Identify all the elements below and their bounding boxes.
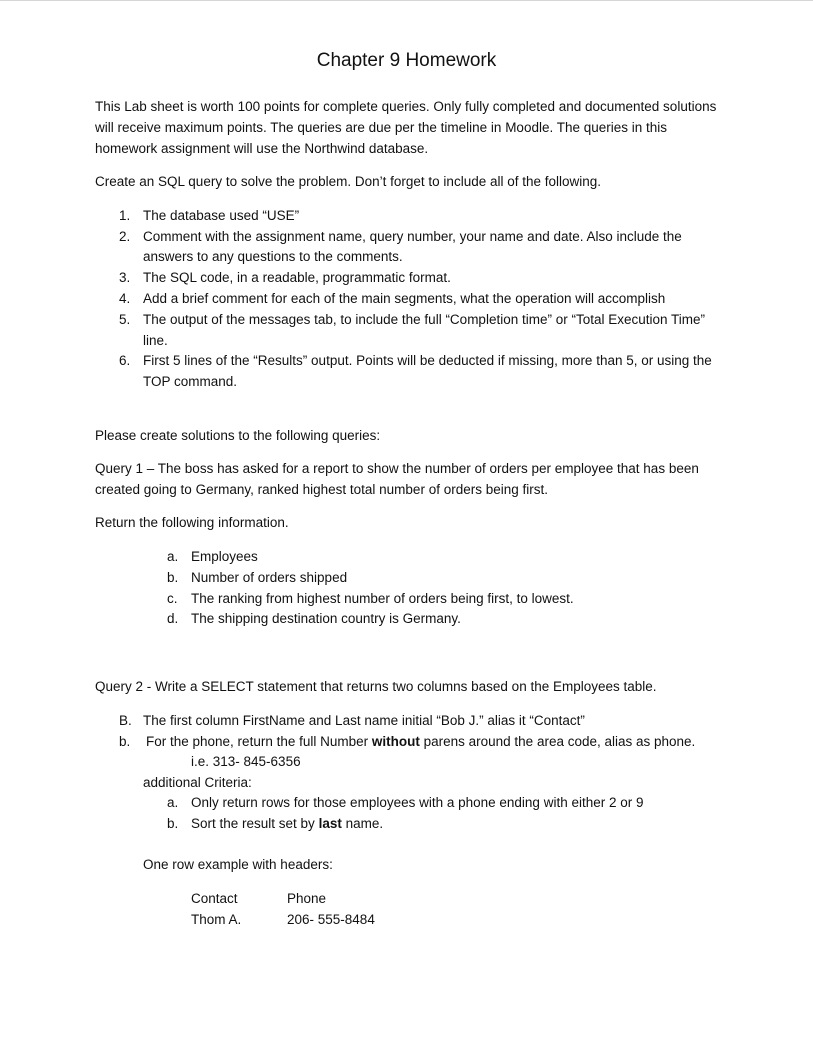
list-item-text: The SQL code, in a readable, programmatic format. (143, 270, 451, 285)
emphasis-without: without (371, 734, 420, 749)
query1-return-label: Return the following information. (95, 515, 289, 530)
list-marker: b. (167, 816, 179, 831)
list-item-text: The ranking from highest number of orders being first, to lowest. (191, 591, 574, 606)
list-item-text: First 5 lines of the “Results” output. Points will be deducted if missing, more than 5, or using the (143, 353, 712, 368)
list-item-text: Comment with the assignment name, query number, your name and date. Also include the (143, 229, 682, 244)
list-item-text: Only return rows for those employees with a phone ending with either 2 or 9 (191, 795, 644, 810)
list-marker: b. (119, 734, 131, 749)
list-marker: b. (167, 570, 179, 585)
list-item-text: Add a brief comment for each of the main segments, what the operation will accomplish (143, 291, 666, 306)
list-item-text: Sort the result set by last name. (191, 816, 384, 831)
example-cell-phone: 206- 555-8484 (287, 912, 375, 927)
list-item-text: The shipping destination country is Germany. (191, 611, 461, 626)
list-marker: 5. (119, 312, 131, 327)
list-marker: 3. (119, 270, 131, 285)
list-item-text: answers to any questions to the comments. (143, 249, 403, 264)
list-item-text: TOP command. (143, 374, 238, 389)
list-item-text: For the phone, return the full Number without parens around the area code, alias as phone. (146, 734, 696, 749)
intro-line-2: will receive maximum points. The queries are due per the timeline in Moodle. The queries in this (95, 120, 668, 135)
list-marker: 6. (119, 353, 131, 368)
intro-line-1: This Lab sheet is worth 100 points for complete queries. Only fully completed and documented solutions (95, 99, 717, 114)
list-marker: c. (167, 591, 178, 606)
intro-paragraph (95, 96, 735, 159)
list-marker: 4. (119, 291, 131, 306)
list-marker: d. (167, 611, 179, 626)
query1-line-2: created going to Germany, ranked highest total number of orders being first. (95, 482, 548, 497)
list-item-text: The database used “USE” (143, 208, 300, 223)
list-item-text: The output of the messages tab, to include the full “Completion time” or “Total Execution Time” (143, 312, 706, 327)
list-marker: a. (167, 549, 179, 564)
create-instruction: Create an SQL query to solve the problem. Don’t forget to include all of the following. (95, 174, 602, 189)
list-item-text: Number of orders shipped (191, 570, 348, 585)
example-header-contact: Contact (191, 891, 238, 906)
solutions-heading: Please create solutions to the following queries: (95, 428, 381, 443)
query2-heading: Query 2 - Write a SELECT statement that returns two columns based on the Employees table. (95, 679, 657, 694)
phone-example-text: i.e. 313- 845-6356 (191, 754, 301, 769)
list-marker: a. (167, 795, 179, 810)
list-marker: 1. (119, 208, 131, 223)
list-marker: B. (119, 713, 132, 728)
list-item-text: The first column FirstName and Last name initial “Bob J.” alias it “Contact” (143, 713, 585, 728)
emphasis-last: last (318, 816, 342, 831)
page-title: Chapter 9 Homework (316, 50, 497, 71)
query1-line-1: Query 1 – The boss has asked for a report to show the number of orders per employee that has been (95, 461, 699, 476)
intro-line-3: homework assignment will use the Northwind database. (95, 141, 429, 156)
list-marker: 2. (119, 229, 131, 244)
list-item-text: Employees (191, 549, 258, 564)
example-header-phone: Phone (287, 891, 327, 906)
example-cell-contact: Thom A. (191, 912, 242, 927)
page-edge (0, 0, 813, 1)
query1-description (95, 458, 735, 500)
list-item-text: line. (143, 333, 168, 348)
